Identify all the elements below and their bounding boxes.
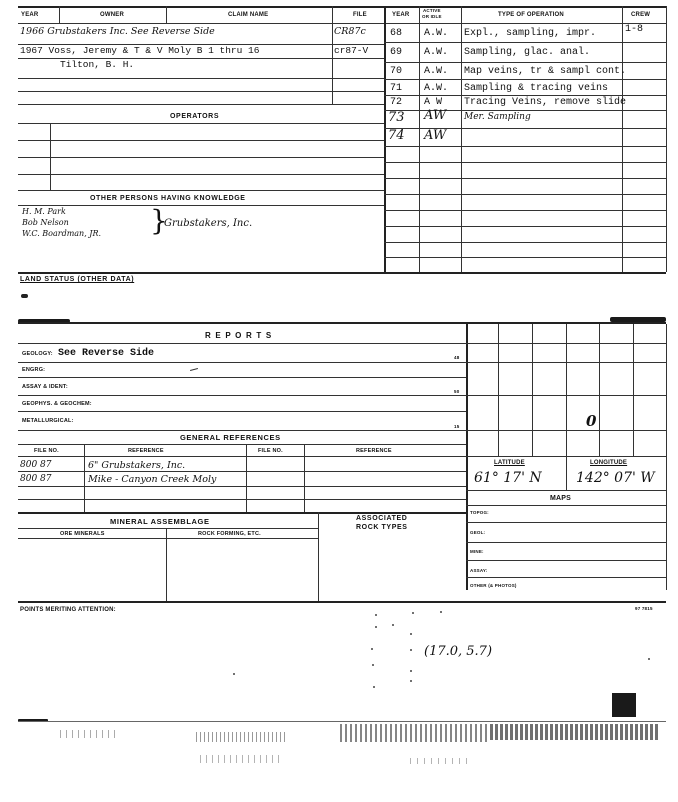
owner-row-1-file: CR87c bbox=[334, 26, 366, 37]
op-row-5-type: Tracing Veins, remove slide bbox=[464, 97, 627, 108]
col-type-operation-header: TYPE OF OPERATION bbox=[498, 12, 564, 18]
op-row-7-year: 74 bbox=[388, 128, 405, 143]
gr-row-1-file: 800 87 bbox=[20, 460, 52, 470]
coords-note: (17.0, 5.7) bbox=[424, 644, 493, 659]
reports-title: R E P O R T S bbox=[205, 331, 273, 340]
other-person-1: H. M. Park bbox=[22, 207, 66, 216]
geol-label: GEOL: bbox=[470, 530, 486, 535]
op-row-1-crew: 1-8 bbox=[625, 24, 644, 35]
geophys-geochem-label: GEOPHYS. & GEOCHEM: bbox=[22, 401, 92, 407]
general-references-title: GENERAL REFERENCES bbox=[180, 433, 281, 442]
op-row-3-type: Map veins, tr & sampl cont. bbox=[464, 66, 627, 77]
brace: } bbox=[150, 204, 168, 237]
black-marker bbox=[612, 693, 636, 717]
latitude-label: LATITUDE bbox=[494, 460, 525, 466]
gr-file-no2-header: FILE NO. bbox=[258, 448, 283, 454]
other-persons-group: Grubstakers, Inc. bbox=[164, 218, 253, 229]
op-row-3-status: A.W. bbox=[424, 66, 449, 77]
engrg-label: ENGRG: bbox=[22, 367, 46, 373]
owner-row-2-file: cr87-V bbox=[334, 45, 369, 56]
maps-label: MAPS bbox=[550, 495, 572, 502]
owner-row-1: 1966 Grubstakers Inc. See Reverse Side bbox=[20, 26, 215, 37]
owner-row-3: Tilton, B. H. bbox=[60, 59, 135, 70]
op-row-5-status: A W bbox=[424, 97, 443, 108]
or-idle-label: OR IDLE bbox=[422, 14, 442, 19]
col-owner-header: OWNER bbox=[100, 12, 124, 18]
other-photos-label: OTHER (& PHOTOS) bbox=[470, 583, 517, 588]
associated-label: ASSOCIATED bbox=[356, 515, 408, 522]
points-meriting-attention-label: POINTS MERITING ATTENTION: bbox=[20, 607, 116, 613]
longitude-value: 142° 07' W bbox=[576, 470, 655, 486]
form-number: 97 7815 bbox=[635, 606, 653, 611]
active-label: ACTIVE bbox=[422, 8, 441, 13]
geology-value: See Reverse Side bbox=[58, 348, 155, 359]
report-num-15: 15 bbox=[454, 424, 460, 429]
mine-label: MINE: bbox=[470, 549, 484, 554]
col-file-header: FILE bbox=[353, 12, 367, 18]
op-row-1-type: Expl., sampling, impr. bbox=[464, 28, 597, 39]
op-row-2-type: Sampling, glac. anal. bbox=[464, 47, 591, 58]
gr-reference2-header: REFERENCE bbox=[356, 448, 392, 454]
op-row-7-status: AW bbox=[424, 128, 447, 143]
report-num-50: 50 bbox=[454, 389, 460, 394]
op-row-4-status: A.W. bbox=[424, 83, 449, 94]
gr-row-1-ref: 6" Grubstakers, Inc. bbox=[88, 460, 186, 471]
topog-label: TOPOG: bbox=[470, 510, 489, 515]
op-row-5-year: 72 bbox=[390, 97, 403, 108]
mineral-assemblage-title: MINERAL ASSEMBLAGE bbox=[110, 517, 210, 526]
gr-row-2-ref: Mike - Canyon Creek Moly bbox=[88, 474, 217, 485]
map-mark: 0 bbox=[586, 412, 597, 430]
op-row-2-year: 69 bbox=[390, 47, 403, 58]
col-crew-header: CREW bbox=[631, 12, 651, 18]
owner-row-2: 1967 Voss, Jeremy & T & V Moly B 1 thru 16 bbox=[20, 45, 260, 56]
operators-title: OPERATORS bbox=[170, 113, 220, 120]
rock-forming-header: ROCK FORMING, ETC. bbox=[198, 531, 261, 537]
op-row-3-year: 70 bbox=[390, 66, 403, 77]
op-row-6-year: 73 bbox=[388, 110, 405, 125]
report-num-48: 48 bbox=[454, 355, 460, 360]
col-year-header: YEAR bbox=[21, 12, 39, 18]
op-row-6-status: AW bbox=[424, 108, 447, 123]
rock-types-label: ROCK TYPES bbox=[356, 524, 408, 531]
land-status-label: LAND STATUS (OTHER DATA) bbox=[20, 276, 135, 283]
latitude-value: 61° 17' N bbox=[474, 470, 542, 486]
op-row-1-status: A.W. bbox=[424, 28, 449, 39]
smudge-mark bbox=[21, 294, 28, 298]
col-active-idle-header bbox=[422, 8, 442, 20]
op-row-4-type: Sampling & tracing veins bbox=[464, 83, 609, 94]
assay-ident-label: ASSAY & IDENT: bbox=[22, 384, 68, 390]
geology-label: GEOLOGY: bbox=[22, 351, 53, 357]
col-year2-header: YEAR bbox=[392, 12, 410, 18]
ore-minerals-header: ORE MINERALS bbox=[60, 531, 105, 537]
op-row-6-type: Mer. Sampling bbox=[464, 112, 531, 122]
col-claim-name-header: CLAIM NAME bbox=[228, 12, 269, 18]
other-person-3: W.C. Boardman, JR. bbox=[22, 229, 102, 238]
gr-file-no-header: FILE NO. bbox=[34, 448, 59, 454]
other-person-2: Bob Nelson bbox=[22, 218, 69, 227]
op-row-4-year: 71 bbox=[390, 83, 403, 94]
gr-reference-header: REFERENCE bbox=[128, 448, 164, 454]
op-row-1-year: 68 bbox=[390, 28, 403, 39]
other-persons-title: OTHER PERSONS HAVING KNOWLEDGE bbox=[90, 195, 246, 202]
longitude-label: LONGITUDE bbox=[590, 460, 628, 466]
gr-row-2-file: 800 87 bbox=[20, 474, 52, 484]
assay-label: ASSAY: bbox=[470, 568, 488, 573]
op-row-2-status: A.W. bbox=[424, 47, 449, 58]
metallurgical-label: METALLURGICAL: bbox=[22, 418, 74, 424]
